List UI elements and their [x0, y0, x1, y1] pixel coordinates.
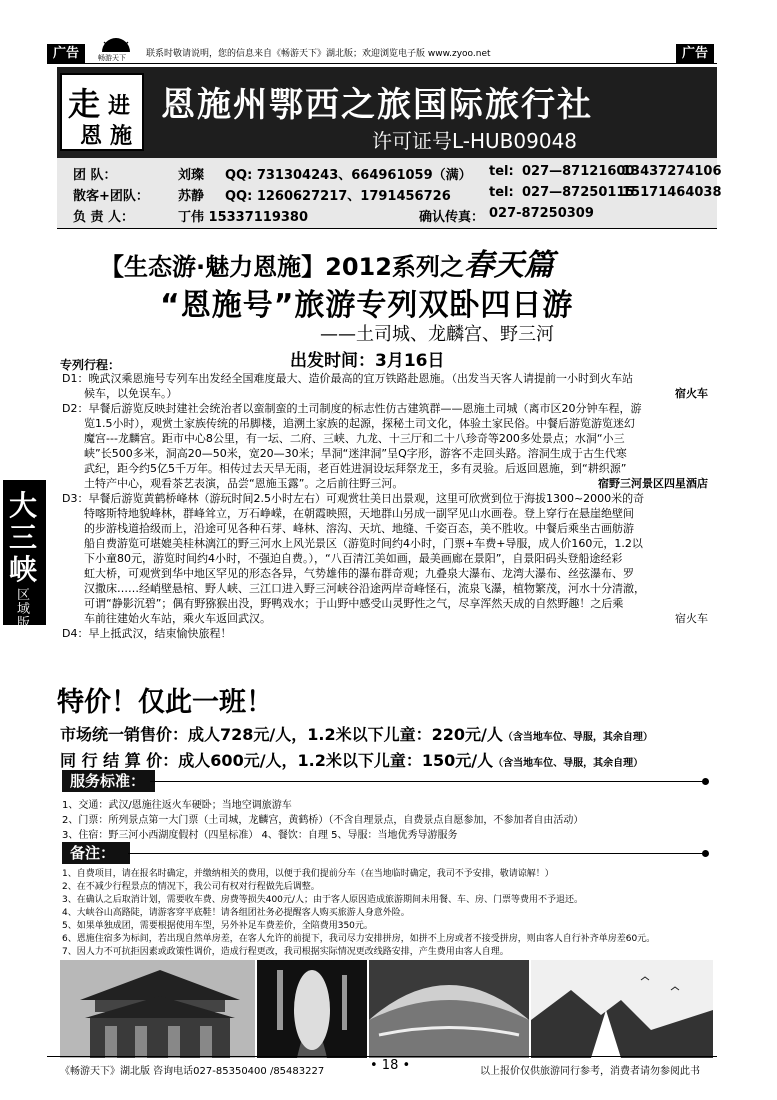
contact-qq: QQ: 731304243、664961059（满） — [225, 168, 472, 183]
itinerary-line: 虹大桥，可观赏到华中地区罕见的形态各异，气势雄伟的瀑布群奇观；九叠泉大瀑布、龙湾大瀑布、丝弦瀑布、罗 — [84, 567, 634, 580]
series-title-text: 【生态游·魅力恩施】2012系列之 — [100, 253, 464, 281]
price-label: 市场统一销售价： — [60, 725, 189, 744]
lodging-d1: 宿火车 — [675, 387, 708, 400]
page-number: • 18 • — [370, 1058, 411, 1073]
photo-cave — [257, 960, 367, 1058]
itinerary — [62, 372, 712, 652]
side-char: 峡 — [9, 553, 38, 586]
contact-tel: 027—87121600 — [522, 164, 635, 179]
itinerary-line: 候车，以免误车。） — [84, 387, 178, 400]
service-item: 3、住宿：野三河小西湖度假村（四星标准） 4、餐饮：自理 5、导服：当地优秀导游服务 — [62, 830, 458, 841]
zoujin-enshi-logo — [60, 73, 144, 151]
remark-item: 5、如果单独成团，需要根据使用车型，另外补足车费差价，全陪费用350元。 — [62, 921, 373, 931]
contact-person: 丁伟 15337119380 — [178, 210, 309, 225]
waterfall-photo-icon — [531, 960, 713, 1058]
contact-role: 散客+团队： — [73, 189, 149, 204]
price-value: 成人600元/人，1.2米以下儿童：150元/人 — [178, 751, 494, 770]
company-name: 恩施州鄂西之旅国际旅行社 — [161, 85, 593, 125]
footer-rule — [47, 1056, 717, 1057]
side-char: 三 — [9, 521, 38, 554]
spring-title: 春天篇 — [463, 248, 554, 283]
itinerary-line: 汉撒床……经峭壁悬棺、野人峡、三江口进入野三河峡谷沿途两岸奇峰怪石，流泉飞瀑，植物繁茂，河水十分清澈， — [84, 582, 645, 595]
region-edition-tab — [3, 480, 46, 631]
side-small-char: 区 — [17, 588, 31, 603]
side-char: 大 — [9, 489, 38, 522]
agency-banner — [57, 67, 717, 160]
price-note: （含当地车位、导服，其余自理） — [502, 732, 653, 743]
remarks-heading: 备注： — [62, 842, 130, 864]
service-item: 2、门票：所列景点第一大门票（土司城，龙麟宫，黄鹤桥）（不含自理景点，自费景点自愿参加，不参加者自由活动） — [62, 815, 584, 826]
special-offer: 特价！仅此一班！ — [57, 687, 273, 718]
logo-char-2: 进 — [108, 93, 131, 119]
photo-river-arch — [369, 960, 529, 1058]
remark-item: 1、自费项目，请在报名时确定，并缴纳相关的费用，以便于我们提前分车（在当地临时确定，我司不予安排，敬请谅解！） — [62, 869, 554, 879]
itinerary-line: 的步游栈道拾级而上，沿途可见各种石芽、峰林、溶沟、天坑、地缝、千姿百态，美不胜收。中餐后乘坐古画舫游 — [84, 522, 634, 535]
cave-photo-icon — [257, 960, 367, 1058]
itinerary-line: 可谓“静影沉碧”；偶有野猕猴出没，野鸭戏水；于山野中感受山灵野性之气，尽享浑然天成的自然野趣！之后乘 — [84, 597, 624, 610]
itinerary-line: 车前往建始火车站，乘火车返回武汉。 — [84, 612, 271, 625]
river-arch-photo-icon — [369, 960, 529, 1058]
departure-date: 出发时间：3月16日 — [290, 351, 445, 371]
photo-waterfall — [531, 960, 713, 1058]
remark-item: 6、恩施住宿多为标间，若出现自然单房差，在客人允许的前提下，我司尽力安排拼房，如拼不上房或者不接受拼房，则由客人自行补齐单房差60元。 — [62, 934, 656, 944]
itinerary-line: 下小童80元，游览时间约4小时，不强迫自费。），“八百清江美如画，最美画廊在景阳”，自景阳码头登船途经彩 — [84, 552, 623, 565]
top-rule — [47, 63, 717, 64]
contact-qq: QQ: 1260627217、1791456726 — [225, 189, 451, 204]
pavilion-photo-icon — [60, 960, 255, 1058]
itinerary-line: 船自费游览可堪媲美桂林漓江的野三河水上风光景区（游览时间约4小时，门票+车费+导服，成人价160元，1.2以 — [84, 537, 643, 550]
price-note: （含当地车位、导服，其余自理） — [493, 758, 644, 769]
itinerary-line: 特喀斯特地貌峰林，群峰耸立，万石峥嵘，在朝霞映照，天地群山另成一副罕见山水画卷。登上穿行在悬崖绝壁间 — [84, 507, 634, 520]
side-small-char: 版 — [17, 616, 31, 631]
tour-title: “恩施号”旅游专列双卧四日游 — [160, 288, 574, 323]
service-item: 1、交通：武汉/恩施往返火车硬卧；当地空调旅游车 — [62, 800, 292, 811]
publisher-logo — [98, 38, 134, 62]
contact-mobile: 13437274106 — [622, 164, 722, 179]
itinerary-line: D4：早上抵武汉，结束愉快旅程！ — [62, 627, 232, 640]
contact-tel: 027—87250115 — [522, 185, 635, 200]
itinerary-line: 览1.5小时），观赏土家族传统的吊脚楼，追溯土家族的起源，探秘土司文化，体验土家民俗。中餐后游览游览迷幻 — [84, 417, 635, 430]
price-row — [60, 748, 643, 771]
logo-char-3: 恩 — [80, 123, 103, 149]
itinerary-line: 土特产中心，观看茶艺表演，品尝“恩施玉露”。之后前往野三河。 — [84, 477, 404, 490]
contact-block — [57, 158, 722, 229]
lodging-d2: 宿野三河景区四星酒店 — [598, 477, 708, 490]
license-number: 许可证号L-HUB09048 — [372, 129, 578, 153]
remark-item: 3、在确认之后取消计划，需要收车费、房费等损失400元/人；由于客人原因造成旅游期间未用餐、车、房、门票等费用不予退还。 — [62, 895, 583, 905]
itinerary-line: D1：晚武汉乘恩施号专列车出发经全国难度最大、造价最高的宜万铁路赴恩施。（出发当天客人请提前一小时到火车站 — [62, 372, 633, 385]
series-title — [100, 240, 554, 284]
services-heading: 服务标准： — [62, 770, 155, 792]
logo-char-1: 走 — [68, 85, 101, 123]
ad-label-right: 广告 — [676, 44, 714, 64]
photo-tusi-city — [60, 960, 255, 1058]
price-label: 同 行 结 算 价： — [60, 751, 179, 770]
contact-tel-label: tel: — [489, 164, 514, 179]
price-row — [60, 722, 653, 745]
footer-left: 《畅游天下》湖北版 咨询电话027-85350400 /85483227 — [60, 1066, 325, 1077]
itinerary-line: D3：早餐后游览黄鹤桥峰林（游玩时间2.5小时左右）可观赏壮美日出景观，这里可欣赏到位于海拔1300~2000米的奇 — [62, 492, 645, 505]
contact-fax-label: 确认传真： — [419, 210, 485, 225]
contact-person: 苏静 — [178, 189, 205, 204]
contact-tel-label: tel: — [489, 185, 514, 200]
itinerary-line: 峡”长500多米，洞高20—50米，宽20—30米；旱洞“迷津洞”呈Q字形，游客不走回头路。溶洞生成于古生代寒 — [84, 447, 627, 460]
contact-role: 团 队： — [73, 168, 117, 183]
remark-item: 2、在不减少行程景点的情况下，我公司有权对行程做先后调整。 — [62, 882, 320, 892]
price-value: 成人728元/人，1.2米以下儿童：220元/人 — [188, 725, 503, 744]
tour-subtitle: ——土司城、龙麟宫、野三河 — [320, 324, 554, 345]
contact-person: 刘璨 — [178, 168, 205, 183]
rule-end-dot — [702, 850, 709, 857]
logo-char-4: 施 — [110, 123, 133, 149]
lodging-d3: 宿火车 — [675, 612, 708, 625]
footer-right: 以上报价仅供旅游同行参考，消费者请勿参阅此书 — [480, 1066, 700, 1077]
contact-mobile: 15171464038 — [622, 185, 722, 200]
itinerary-line: D2：早餐后游览反映封建社会统治者以蛮制蛮的土司制度的标志性仿古建筑群——恩施土司城（离市区20分钟车程，游 — [62, 402, 642, 415]
remark-item: 7、因人力不可抗拒因素或政策性调价，造成行程更改，我司根据实际情况更改线路安排，产生费用由客人自理。 — [62, 947, 509, 957]
contact-fax: 027-87250309 — [489, 206, 594, 221]
remarks-rule — [128, 853, 705, 854]
itinerary-line: 魔宫---龙麟宫。距市中心8公里，有一坛、二府、三峡、九龙、十三厅和二十八珍奇等200多处景点；水洞“小三 — [84, 432, 625, 445]
rule-end-dot — [702, 778, 709, 785]
remark-item: 4、大峡谷山高路陡，请游客穿平底鞋！请各组团社务必提醒客人购买旅游人身意外险。 — [62, 908, 410, 918]
side-small-char: 域 — [17, 602, 31, 617]
contact-role: 负 责 人： — [73, 210, 135, 225]
services-rule — [150, 781, 705, 782]
ad-label-left: 广告 — [47, 44, 85, 64]
publisher-logo-text: 畅游天下 — [98, 54, 126, 62]
itinerary-line: 武纪，距今约5亿5千万年。相传过去天旱无雨，老百姓进洞设坛拜祭龙王，多有灵验。后返回恩施，到“耕织源” — [84, 462, 627, 475]
itinerary-label: 专列行程： — [60, 358, 121, 372]
top-note: 联系时敬请说明，您的信息来自《畅游天下》湖北版；欢迎浏览电子版 www.zyoo.net — [146, 49, 491, 59]
